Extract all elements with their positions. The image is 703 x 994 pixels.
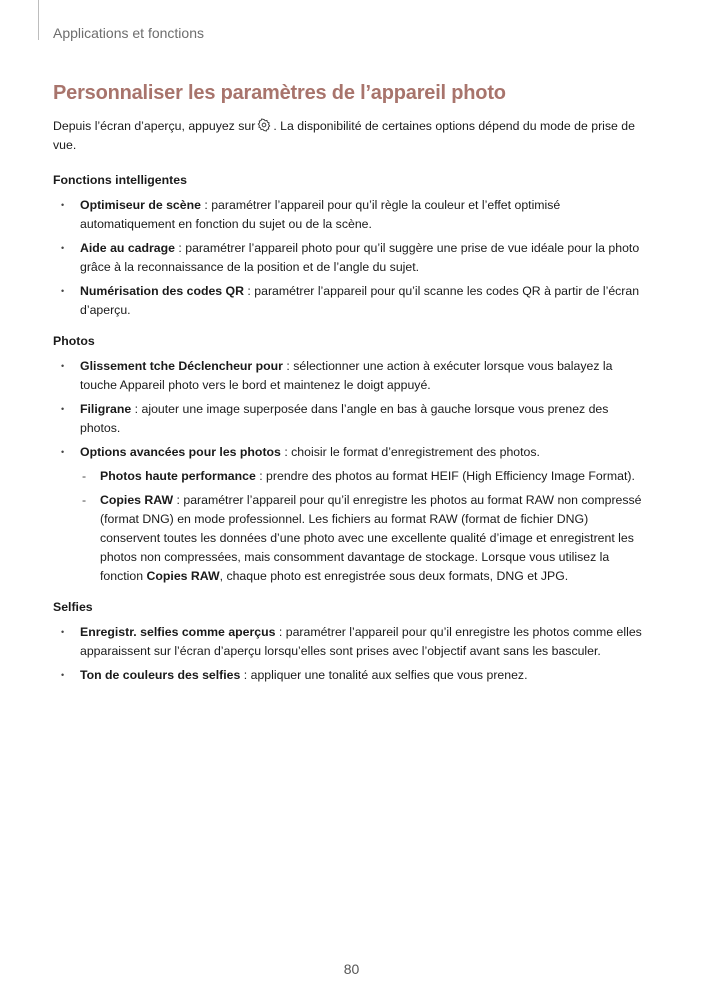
item-desc: : paramétrer l’appareil photo pour qu’il suggère une prise de vue idéale pour la photo grâce à la reconnaissance de la position et de l’angle du sujet. bbox=[80, 241, 640, 274]
section-title-smart: Fonctions intelligentes bbox=[53, 173, 187, 187]
item-term: Enregistr. selfies comme aperçus bbox=[80, 625, 276, 639]
item-term: Optimiseur de scène bbox=[80, 198, 201, 212]
list-selfies bbox=[53, 623, 648, 685]
page-number: 80 bbox=[343, 961, 360, 977]
item-term: Filigrane bbox=[80, 402, 132, 416]
item-term: Aide au cadrage bbox=[80, 241, 175, 255]
list-item bbox=[53, 400, 648, 438]
list-item bbox=[53, 666, 648, 685]
gear-icon bbox=[257, 118, 271, 132]
page-edge-line bbox=[38, 0, 39, 40]
intro-text-before: Depuis l’écran d’aperçu, appuyez sur bbox=[53, 119, 256, 133]
list-item bbox=[53, 282, 648, 320]
item-desc: : ajouter une image superposée dans l’angle en bas à gauche lorsque vous prenez des photos. bbox=[80, 402, 609, 435]
item-term: Numérisation des codes QR bbox=[80, 284, 245, 298]
list-item bbox=[53, 623, 648, 661]
sublist-advanced-options bbox=[80, 467, 648, 586]
section-title-photos: Photos bbox=[53, 334, 95, 348]
intro-text-after: . La disponibilité de certaines options dépend du mode de prise de vue. bbox=[53, 119, 635, 152]
item-desc: : appliquer une tonalité aux selfies que vous prenez. bbox=[240, 668, 528, 682]
list-smart-functions bbox=[53, 196, 648, 320]
item-desc: : paramétrer l’appareil pour qu’il enregistre les photos comme elles apparaissent sur l’écran d’aperçu lorsqu’elles sont prises avec l’objectif avant sans les basculer. bbox=[80, 625, 642, 658]
item-term: Ton de couleurs des selfies bbox=[80, 668, 241, 682]
intro-paragraph bbox=[53, 117, 648, 155]
list-item bbox=[53, 357, 648, 395]
item-desc: : paramétrer l’appareil pour qu’il scanne les codes QR à partir de l’écran d’aperçu. bbox=[80, 284, 640, 317]
item-term: Options avancées pour les photos bbox=[80, 445, 281, 459]
item-desc: : sélectionner une action à exécuter lorsque vous balayez la touche Appareil photo vers le bord et maintenez le doigt appuyé. bbox=[80, 359, 613, 392]
item-term: Copies RAW bbox=[100, 493, 174, 507]
item-desc-end: , chaque photo est enregistrée sous deux formats, DNG et JPG. bbox=[219, 569, 569, 583]
section-header: Applications et fonctions bbox=[53, 25, 204, 41]
page-content bbox=[53, 82, 648, 697]
item-desc: : paramétrer l’appareil pour qu’il enregistre les photos au format RAW non compressé (format DNG) en mode professionnel. Les fichiers au format RAW (format de fichier DNG) conservent toutes les données d’une photo avec une excellente qualité d’image et enregistrent les photos non compressées, mais consomment davantage de stockage. Lorsque vous utilisez la fonction bbox=[100, 493, 642, 583]
list-item bbox=[53, 239, 648, 277]
item-term: Glissement tche Déclencheur pour bbox=[80, 359, 283, 373]
list-item bbox=[53, 443, 648, 586]
item-desc: : prendre des photos au format HEIF (High Efficiency Image Format). bbox=[255, 469, 635, 483]
item-desc: : paramétrer l’appareil pour qu’il règle la couleur et l’effet optimisé automatiquement en fonction du sujet ou de la scène. bbox=[80, 198, 561, 231]
sub-list-item bbox=[80, 467, 648, 486]
item-term-inline: Copies RAW bbox=[146, 569, 220, 583]
list-photos bbox=[53, 357, 648, 586]
item-term: Photos haute performance bbox=[100, 469, 256, 483]
sub-list-item bbox=[80, 491, 648, 586]
list-item bbox=[53, 196, 648, 234]
section-title-selfies: Selfies bbox=[53, 600, 93, 614]
item-desc: : choisir le format d’enregistrement des photos. bbox=[280, 445, 540, 459]
page-title: Personnaliser les paramètres de l’appareil photo bbox=[53, 82, 506, 104]
